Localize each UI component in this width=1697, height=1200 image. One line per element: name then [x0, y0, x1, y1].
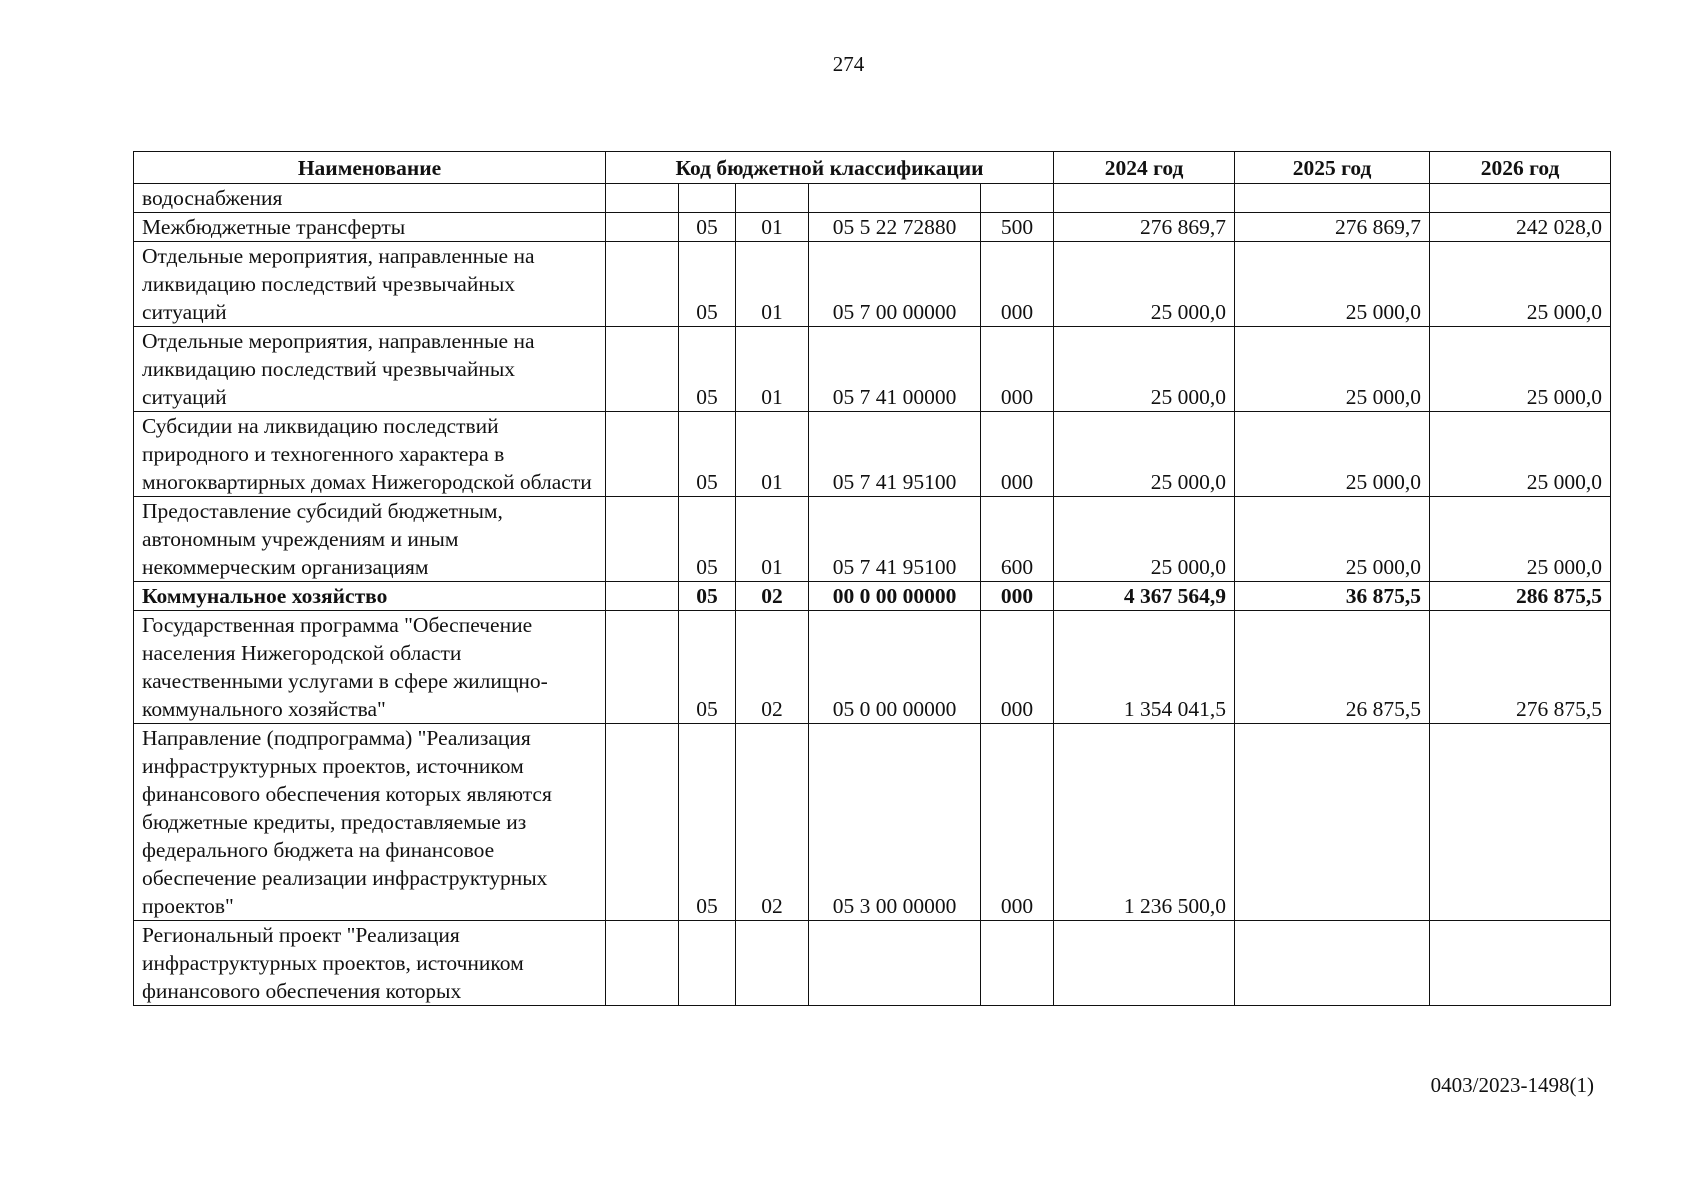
row-code-1: [606, 412, 679, 497]
row-code-section: 05: [679, 611, 736, 724]
row-code-1: [606, 327, 679, 412]
row-code-subsection: [736, 184, 809, 213]
row-2026: [1430, 724, 1611, 921]
row-code-subsection: 01: [736, 213, 809, 242]
row-2024: 1 354 041,5: [1054, 611, 1235, 724]
table-header-row: [134, 152, 1611, 184]
row-2025: 36 875,5: [1235, 582, 1430, 611]
header-2025: 2025 год: [1235, 152, 1430, 184]
table-row: [134, 184, 1611, 213]
table-row: [134, 497, 1611, 582]
row-name: Региональный проект "Реализация инфраструктурных проектов, источником финансового обеспечения которых: [134, 921, 606, 1006]
table-row: [134, 213, 1611, 242]
row-2024: [1054, 184, 1235, 213]
row-name: Субсидии на ликвидацию последствий природного и техногенного характера в многоквартирных домах Нижегородской области: [134, 412, 606, 497]
row-2024: 1 236 500,0: [1054, 724, 1235, 921]
row-2026: 25 000,0: [1430, 327, 1611, 412]
row-2026: [1430, 921, 1611, 1006]
row-code-1: [606, 582, 679, 611]
row-2024: 25 000,0: [1054, 412, 1235, 497]
row-code-subsection: 02: [736, 582, 809, 611]
row-code-1: [606, 213, 679, 242]
row-code-subsection: 01: [736, 327, 809, 412]
row-2025: 25 000,0: [1235, 327, 1430, 412]
header-2024: 2024 год: [1054, 152, 1235, 184]
row-code-1: [606, 497, 679, 582]
row-2025: 25 000,0: [1235, 412, 1430, 497]
row-name: Отдельные мероприятия, направленные на ликвидацию последствий чрезвычайных ситуаций: [134, 327, 606, 412]
row-code-expense: 000: [981, 327, 1054, 412]
budget-table: [133, 151, 1611, 1006]
row-code-1: [606, 724, 679, 921]
row-code-expense: [981, 184, 1054, 213]
row-2025: 276 869,7: [1235, 213, 1430, 242]
table-row: [134, 412, 1611, 497]
row-code-target: [809, 921, 981, 1006]
page-number: 274: [832, 52, 865, 76]
row-2024: 25 000,0: [1054, 327, 1235, 412]
row-code-target: 05 7 41 00000: [809, 327, 981, 412]
row-code-target: 05 3 00 00000: [809, 724, 981, 921]
table-row: [134, 724, 1611, 921]
table-row-section-total: [134, 582, 1611, 611]
row-2026: 286 875,5: [1430, 582, 1611, 611]
row-code-section: 05: [679, 242, 736, 327]
row-2025: 25 000,0: [1235, 497, 1430, 582]
row-code-expense: 000: [981, 724, 1054, 921]
row-code-1: [606, 921, 679, 1006]
row-2026: 25 000,0: [1430, 497, 1611, 582]
header-2026: 2026 год: [1430, 152, 1611, 184]
row-code-expense: 500: [981, 213, 1054, 242]
row-code-section: 05: [679, 497, 736, 582]
table-row: [134, 327, 1611, 412]
row-code-subsection: 01: [736, 497, 809, 582]
row-code-target: 00 0 00 00000: [809, 582, 981, 611]
row-code-1: [606, 611, 679, 724]
row-2024: 4 367 564,9: [1054, 582, 1235, 611]
row-2025: [1235, 184, 1430, 213]
row-name: Отдельные мероприятия, направленные на ликвидацию последствий чрезвычайных ситуаций: [134, 242, 606, 327]
row-code-target: 05 5 22 72880: [809, 213, 981, 242]
row-code-section: 05: [679, 582, 736, 611]
row-code-expense: 000: [981, 611, 1054, 724]
document-code: 0403/2023-1498(1): [1430, 1073, 1594, 1097]
table-row: [134, 611, 1611, 724]
row-2024: 25 000,0: [1054, 242, 1235, 327]
row-2025: [1235, 724, 1430, 921]
row-name: Предоставление субсидий бюджетным, автономным учреждениям и иным некоммерческим организациям: [134, 497, 606, 582]
row-code-target: 05 7 41 95100: [809, 497, 981, 582]
row-code-expense: 000: [981, 582, 1054, 611]
row-name: водоснабжения: [134, 184, 606, 213]
row-name: Государственная программа "Обеспечение населения Нижегородской области качественными услугами в сфере жилищно-коммунального хозяйства": [134, 611, 606, 724]
row-2025: 26 875,5: [1235, 611, 1430, 724]
row-code-expense: 600: [981, 497, 1054, 582]
row-code-subsection: [736, 921, 809, 1006]
table-row: [134, 921, 1611, 1006]
row-2026: 242 028,0: [1430, 213, 1611, 242]
row-code-expense: [981, 921, 1054, 1006]
row-2025: [1235, 921, 1430, 1006]
row-2024: 276 869,7: [1054, 213, 1235, 242]
row-code-section: [679, 184, 736, 213]
row-code-1: [606, 242, 679, 327]
row-2026: 276 875,5: [1430, 611, 1611, 724]
row-code-target: 05 0 00 00000: [809, 611, 981, 724]
row-code-target: 05 7 41 95100: [809, 412, 981, 497]
row-code-section: [679, 921, 736, 1006]
row-code-target: 05 7 00 00000: [809, 242, 981, 327]
table-row: [134, 242, 1611, 327]
row-code-section: 05: [679, 412, 736, 497]
row-code-section: 05: [679, 327, 736, 412]
row-code-subsection: 01: [736, 242, 809, 327]
header-code: Код бюджетной классификации: [606, 152, 1054, 184]
row-code-subsection: 01: [736, 412, 809, 497]
row-name: Направление (подпрограмма) "Реализация инфраструктурных проектов, источником финансового обеспечения которых являются бюджетные кредиты, предоставляемые из федерального бюджета на финансовое обеспечение реализации инфраструктурных проектов": [134, 724, 606, 921]
row-code-target: [809, 184, 981, 213]
row-code-section: 05: [679, 724, 736, 921]
row-code-section: 05: [679, 213, 736, 242]
row-2024: 25 000,0: [1054, 497, 1235, 582]
row-name: Межбюджетные трансферты: [134, 213, 606, 242]
row-code-subsection: 02: [736, 611, 809, 724]
row-code-1: [606, 184, 679, 213]
row-code-subsection: 02: [736, 724, 809, 921]
row-name: Коммунальное хозяйство: [134, 582, 606, 611]
row-code-expense: 000: [981, 412, 1054, 497]
row-code-expense: 000: [981, 242, 1054, 327]
header-name: Наименование: [134, 152, 606, 184]
row-2025: 25 000,0: [1235, 242, 1430, 327]
row-2026: 25 000,0: [1430, 412, 1611, 497]
row-2024: [1054, 921, 1235, 1006]
row-2026: 25 000,0: [1430, 242, 1611, 327]
row-2026: [1430, 184, 1611, 213]
